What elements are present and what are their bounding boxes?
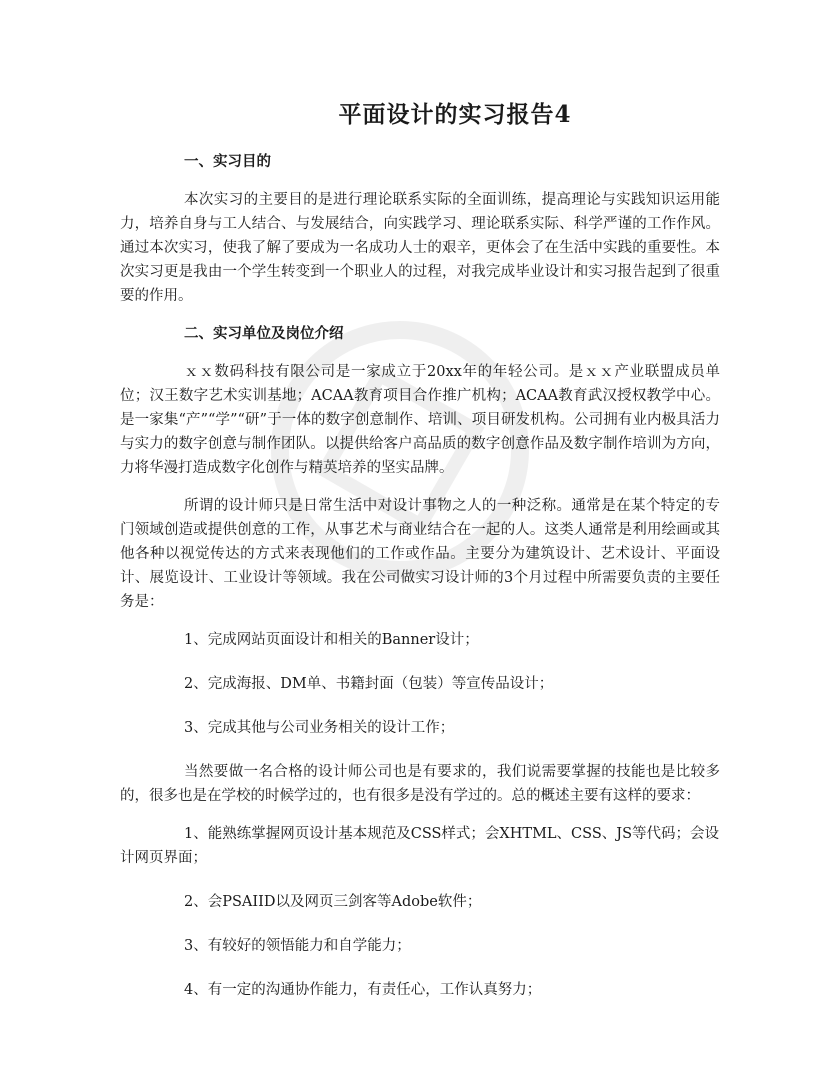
paragraph: ｘｘ数码科技有限公司是一家成立于20xx年的年轻公司。是ｘｘ产业联盟成员单位；汉王数字艺术实训基地；ACAA教育项目合作推广机构；ACAA教育武汉授权教学中心。是一家集“产”“学”“研”于一体的数字创意制作、培训、项目研发机构。公司拥有业内极具活力与实力的数字创意与制作团队。以提供给客户高品质的数字创意作品及数字制作培训为方向，力将华漫打造成数字化创作与精英培养的坚实品牌。 [120, 364, 720, 476]
paragraph: 所谓的设计师只是日常生活中对设计事物之人的一种泛称。通常是在某个特定的专门领域创造或提供创意的工作，从事艺术与商业结合在一起的人。这类人通常是利用绘画或其他各种以视觉传达的方式来表现他们的工作或作品。主要分为建筑设计、艺术设计、平面设计、展览设计、工业设计等领域。我在公司做实习设计师的3个月过程中所需要负责的主要任务是： [120, 498, 720, 610]
section-heading-company: 二、实习单位及岗位介绍 [184, 325, 344, 342]
paragraph: 本次实习的主要目的是进行理论联系实际的全面训练，提高理论与实践知识运用能力，培养自身与工人结合、与发展结合，向实践学习、理论联系实际、科学严谨的工作作风。通过本次实习，使我了解了要成为一名成功人士的艰辛，更体会了在生活中实践的重要性。本次实习更是我由一个学生转变到一个职业人的过程，对我完成毕业设计和实习报告起到了很重要的作用。 [120, 192, 720, 304]
requirement-item: 2、会PSAIID以及网页三剑客等Adobe软件； [184, 894, 482, 910]
task-item: 3、完成其他与公司业务相关的设计工作； [184, 720, 455, 736]
task-item: 1、完成网站页面设计和相关的Banner设计； [184, 632, 479, 648]
requirement-item: 4、有一定的沟通协作能力，有责任心，工作认真努力； [184, 982, 542, 998]
section-heading-purpose: 一、实习目的 [184, 153, 271, 170]
requirement-item: 3、有较好的领悟能力和自学能力； [184, 938, 411, 954]
requirement-item: 1、能熟练掌握网页设计基本规范及CSS样式；会XHTML、CSS、JS等代码；会设计网页界面； [120, 826, 719, 866]
task-item: 2、完成海报、DM单、书籍封面（包装）等宣传品设计； [184, 676, 554, 692]
document-title: 平面设计的实习报告4 [338, 101, 572, 128]
paragraph: 当然要做一名合格的设计师公司也是有要求的，我们说需要掌握的技能也是比较多的，很多也是在学校的时候学过的，也有很多是没有学过的。总的概述主要有这样的要求： [120, 764, 720, 804]
document-body [120, 150, 720, 1022]
